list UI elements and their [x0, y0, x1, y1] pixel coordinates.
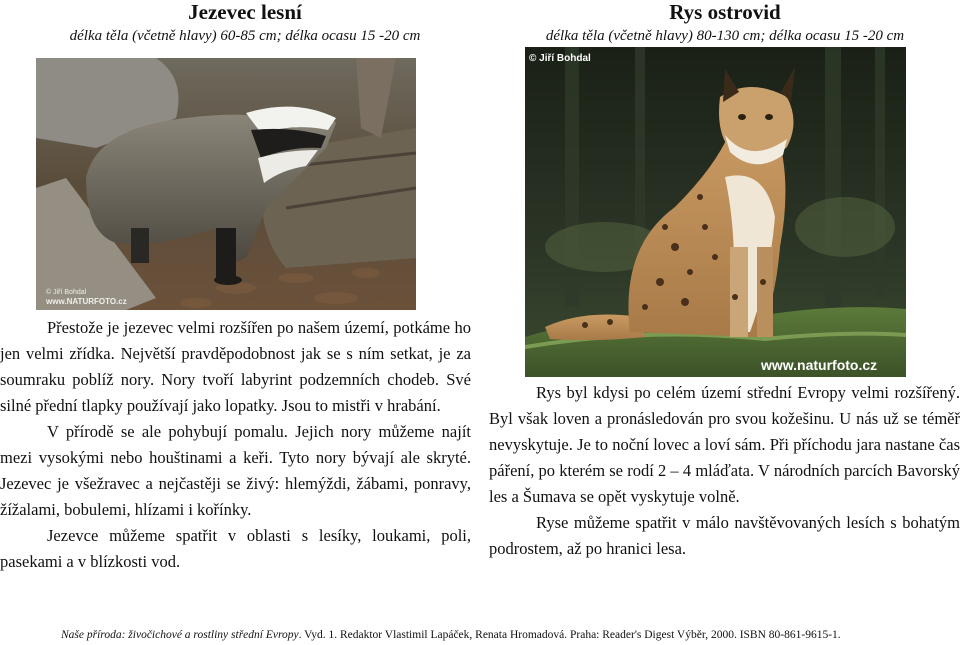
lynx-photo	[525, 47, 906, 377]
lynx-description	[489, 380, 960, 562]
citation-details: . Vyd. 1. Redaktor Vlastimil Lapáček, Renata Hromadová. Praha: Reader's Digest Výběr, 2000. ISBN 80-861-9615-1.	[298, 629, 841, 641]
badger-paragraph-1: Přestože je jezevec velmi rozšířen po našem území, potkáme ho jen velmi zřídka. Největší pravděpodobnost jak se s ním setkat, je za soumraku poblíž nory. Nory tvoří labyrint podzemních chodeb. Své silné přední tlapky používají jako lopatky. Jsou to mistři v hrabání.	[0, 318, 471, 415]
svg-text:© Jiří Bohdal: © Jiří Bohdal	[46, 289, 87, 296]
svg-text:© Jiří Bohdal: © Jiří Bohdal	[529, 53, 591, 64]
svg-text:www.NATURFOTO.cz: www.NATURFOTO.cz	[46, 297, 127, 306]
svg-text:www.naturfoto.cz: www.naturfoto.cz	[761, 357, 878, 373]
lynx-title: Rys ostrovid	[669, 0, 781, 24]
lynx-paragraph-2: Ryse můžeme spatřit v málo navštěvovaných lesích s bohatým podrostem, až po hranici lesa.	[489, 513, 960, 558]
badger-paragraph-3: Jezevce můžeme spatřit v oblasti s lesíky, loukami, poli, pasekami a v blízkosti vod.	[0, 526, 471, 571]
citation-title: Naše příroda: živočichové a rostliny střední Evropy	[61, 629, 299, 641]
badger-title: Jezevec lesní	[188, 0, 302, 24]
citation	[61, 628, 841, 642]
badger-dimensions: délka těla (včetně hlavy) 60-85 cm; délka ocasu 15 -20 cm	[69, 28, 421, 44]
badger-description	[0, 315, 471, 575]
lynx-dimensions: délka těla (včetně hlavy) 80-130 cm; délka ocasu 15 -20 cm	[545, 28, 905, 44]
lynx-paragraph-1: Rys byl kdysi po celém území střední Evropy velmi rozšířený. Byl však loven a pronásledován pro svou kožešinu. U nás už se téměř nevyskytuje. Je to noční lovec a loví sám. Při příchodu jara nastane čas páření, po kterém se rodí 2 – 4 mláďata. V národních parcích Bavorský les a Šumava se opět vyskytuje volně.	[489, 383, 960, 506]
badger-photo	[36, 58, 416, 310]
badger-paragraph-2: V přírodě se ale pohybují pomalu. Jejich nory můžeme najít mezi vysokými nebo houštinami a keři. Tyto nory bývají ale skryté. Jezevec je všežravec a nejčastěji se živý: hlemýždi, žábami, ponravy, žížalami, bobulemi, hlízami i kořínky.	[0, 422, 471, 519]
